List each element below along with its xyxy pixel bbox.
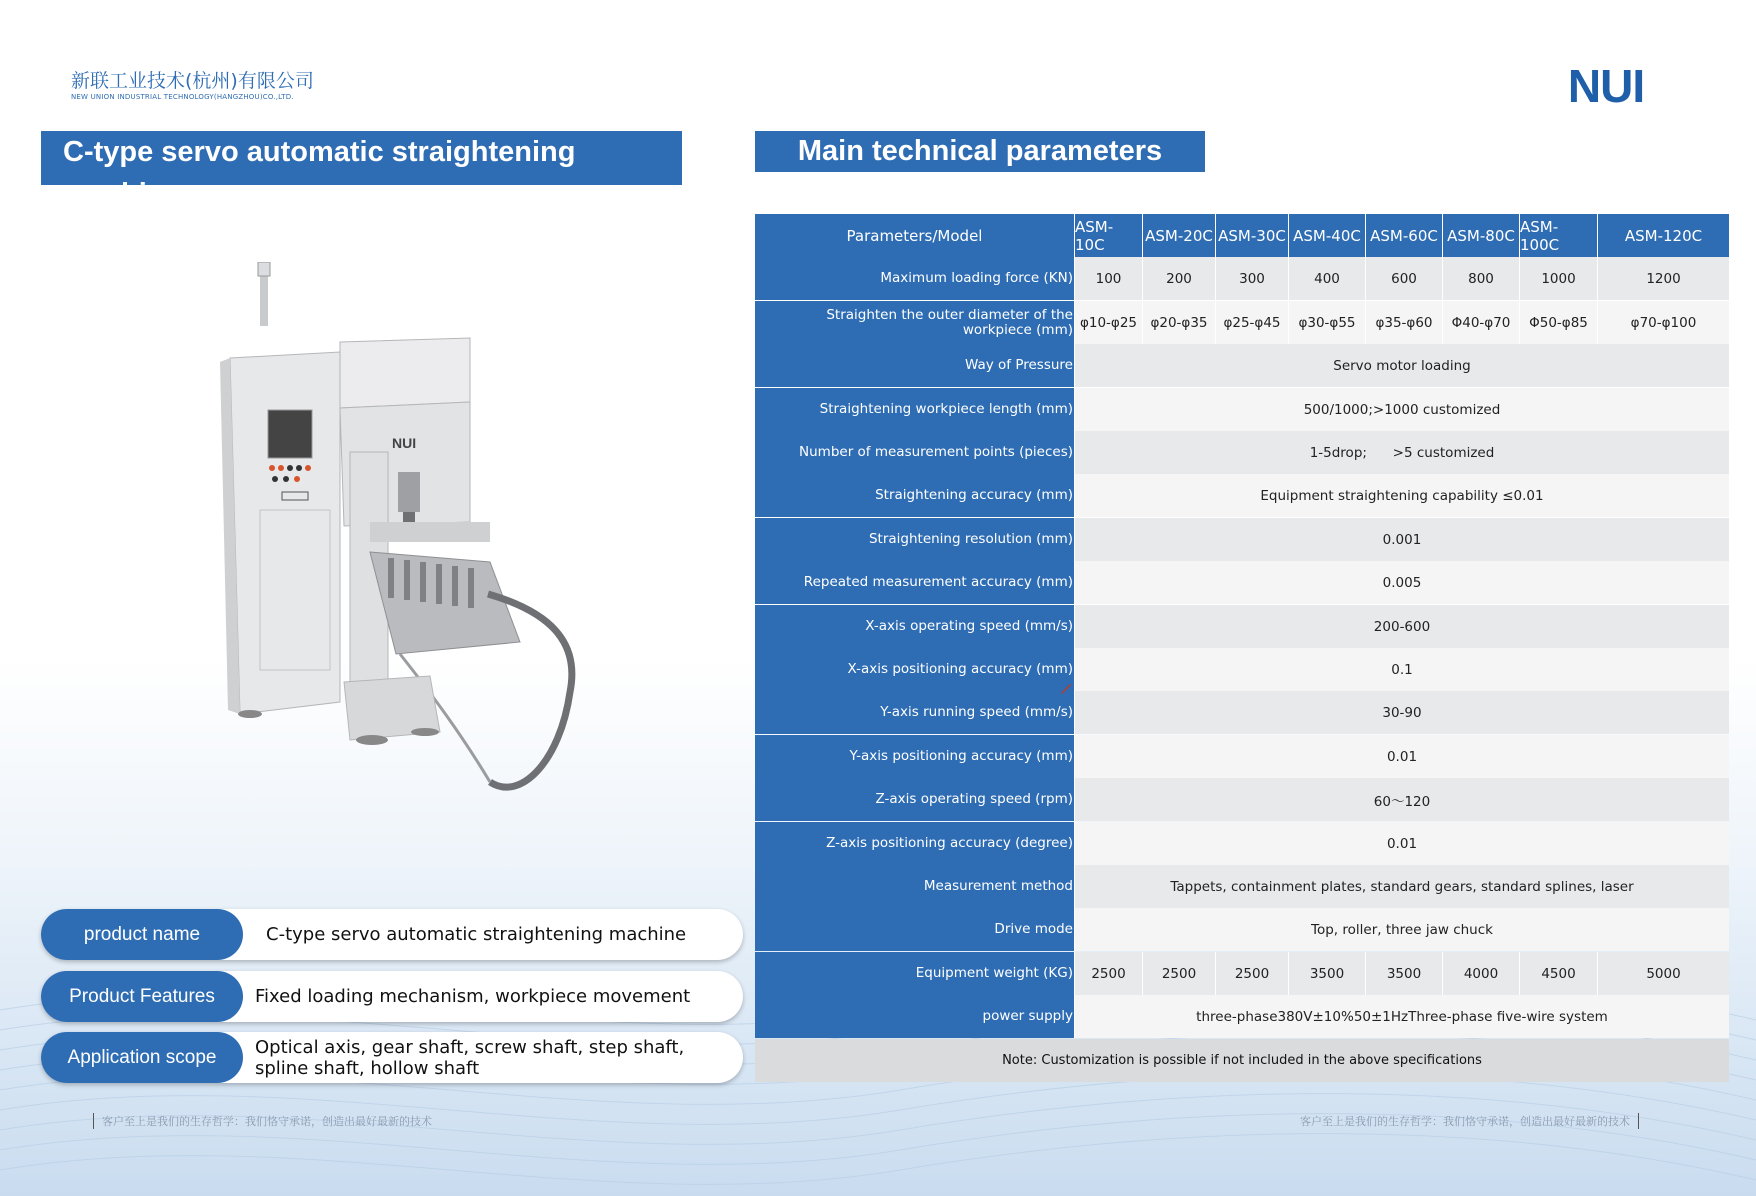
application-scope-row [41, 1032, 743, 1083]
value-cell: 4500 [1519, 952, 1597, 995]
value-cell: 2500 [1074, 952, 1142, 995]
value-cell: φ35-φ60 [1365, 301, 1442, 344]
span-value-cell: 0.005 [1074, 561, 1729, 604]
row-label: Straightening resolution (mm) [755, 518, 1074, 561]
model-header-asm-100c: ASM-100C [1519, 214, 1597, 257]
product-name-value: C-type servo automatic straightening machine [266, 924, 687, 945]
model-header-asm-10c: ASM-10C [1074, 214, 1142, 257]
table-row [755, 257, 1729, 300]
value-cell: 5000 [1597, 952, 1729, 995]
header-parameters-label: Parameters/Model [755, 214, 1074, 257]
value-cell: 200 [1142, 257, 1215, 300]
value-cell: 2500 [1215, 952, 1288, 995]
span-value-cell: Tappets, containment plates, standard gears, standard splines, laser [1074, 865, 1729, 908]
row-label: Maximum loading force (KN) [755, 257, 1074, 300]
span-value-cell: 30-90 [1074, 691, 1729, 734]
span-value-cell: 0.01 [1074, 822, 1729, 865]
table-row [755, 691, 1729, 734]
span-value-cell: 1-5drop; >5 customized [1074, 431, 1729, 474]
span-value-cell: three-phase380V±10%50±1HzThree-phase five-wire system [1074, 995, 1729, 1038]
row-label: Measurement method [755, 865, 1074, 908]
model-header-asm-80c: ASM-80C [1442, 214, 1519, 257]
nui-logo-text: NUI [1567, 67, 1645, 105]
value-cell: 3500 [1288, 952, 1365, 995]
model-header-asm-120c: ASM-120C [1597, 214, 1729, 257]
table-row [755, 648, 1729, 691]
value-cell: 400 [1288, 257, 1365, 300]
application-scope-value: Optical axis, gear shaft, screw shaft, step shaft, spline shaft, hollow shaft [255, 1036, 685, 1079]
product-features-label: Product Features [41, 971, 243, 1022]
row-label: power supply [755, 995, 1074, 1038]
row-label: Z-axis operating speed (rpm) [755, 778, 1074, 821]
value-cell: Φ50-φ85 [1519, 301, 1597, 344]
row-label: Z-axis positioning accuracy (degree) [755, 822, 1074, 865]
span-value-cell: Equipment straightening capability ≤0.01 [1074, 474, 1729, 517]
tagline-right: 客户至上是我们的生存哲学：我们恪守承诺，创造出最好最新的技术 [1300, 1113, 1639, 1129]
row-label: X-axis operating speed (mm/s) [755, 605, 1074, 648]
value-cell: φ70-φ100 [1597, 301, 1729, 344]
row-label: Equipment weight (KG) [755, 952, 1074, 995]
table-row [755, 561, 1729, 604]
straightening-machine-illustration [220, 262, 590, 822]
span-value-cell: 500/1000;>1000 customized [1074, 388, 1729, 431]
row-label: Straightening accuracy (mm) [755, 474, 1074, 517]
value-cell: 1200 [1597, 257, 1729, 300]
value-cell: 800 [1442, 257, 1519, 300]
span-value-cell: 0.1 [1074, 648, 1729, 691]
span-value-cell: Servo motor loading [1074, 344, 1729, 387]
parameters-title: Main technical parameters [755, 131, 1205, 172]
table-row [755, 822, 1729, 865]
value-cell: 2500 [1142, 952, 1215, 995]
span-value-cell: 0.001 [1074, 518, 1729, 561]
value-cell: 600 [1365, 257, 1442, 300]
value-cell: φ25-φ45 [1215, 301, 1288, 344]
span-value-cell: 200-600 [1074, 605, 1729, 648]
table-row [755, 865, 1729, 908]
pen-cursor-icon [1059, 681, 1073, 695]
row-label: Number of measurement points (pieces) [755, 431, 1074, 474]
table-row [755, 431, 1729, 474]
value-cell: φ20-φ35 [1142, 301, 1215, 344]
company-name-en: NEW UNION INDUSTRIAL TECHNOLOGY(HANGZHOU)CO.,LTD. [71, 93, 294, 101]
product-name-label: product name [41, 909, 243, 960]
application-scope-label: Application scope [41, 1032, 243, 1083]
machine-brand-text: NUI [392, 435, 417, 451]
table-row [755, 778, 1729, 821]
product-features-value: Fixed loading mechanism, workpiece movement [255, 986, 691, 1007]
row-label: Straightening workpiece length (mm) [755, 388, 1074, 431]
model-header-asm-60c: ASM-60C [1365, 214, 1442, 257]
nui-logo-icon [1528, 67, 1684, 105]
machine-title: C-type servo automatic straightening machine [41, 131, 682, 185]
product-name-row [41, 909, 743, 960]
value-cell: 100 [1074, 257, 1142, 300]
model-header-asm-20c: ASM-20C [1142, 214, 1215, 257]
value-cell: 300 [1215, 257, 1288, 300]
table-row [755, 518, 1729, 561]
model-header-asm-30c: ASM-30C [1215, 214, 1288, 257]
span-value-cell: 60～120 [1074, 778, 1729, 821]
span-value-cell: Top, roller, three jaw chuck [1074, 908, 1729, 951]
tagline-left: 客户至上是我们的生存哲学：我们恪守承诺，创造出最好最新的技术 [93, 1113, 432, 1129]
model-header-asm-40c: ASM-40C [1288, 214, 1365, 257]
value-cell: φ30-φ55 [1288, 301, 1365, 344]
table-row [755, 735, 1729, 778]
row-label: Drive mode [755, 908, 1074, 951]
table-row [755, 474, 1729, 517]
value-cell: 3500 [1365, 952, 1442, 995]
row-label: X-axis positioning accuracy (mm) [755, 648, 1074, 691]
row-label: Way of Pressure [755, 344, 1074, 387]
row-label: Y-axis running speed (mm/s) [755, 691, 1074, 734]
table-row [755, 995, 1729, 1038]
row-label: Repeated measurement accuracy (mm) [755, 561, 1074, 604]
table-row [755, 908, 1729, 951]
table-note: Note: Customization is possible if not included in the above specifications [755, 1039, 1729, 1082]
company-name-cn: 新联工业技术(杭州)有限公司 [71, 70, 314, 92]
span-value-cell: 0.01 [1074, 735, 1729, 778]
table-row [755, 952, 1729, 995]
row-label: Straighten the outer diameter of the workpiece (mm) [755, 301, 1074, 344]
value-cell: 4000 [1442, 952, 1519, 995]
table-row [755, 388, 1729, 431]
table-row [755, 344, 1729, 387]
table-header-row [755, 214, 1729, 257]
value-cell: 1000 [1519, 257, 1597, 300]
row-label: Y-axis positioning accuracy (mm) [755, 735, 1074, 778]
value-cell: φ10-φ25 [1074, 301, 1142, 344]
product-features-row [41, 971, 743, 1022]
value-cell: Φ40-φ70 [1442, 301, 1519, 344]
table-row [755, 301, 1729, 344]
table-row [755, 605, 1729, 648]
